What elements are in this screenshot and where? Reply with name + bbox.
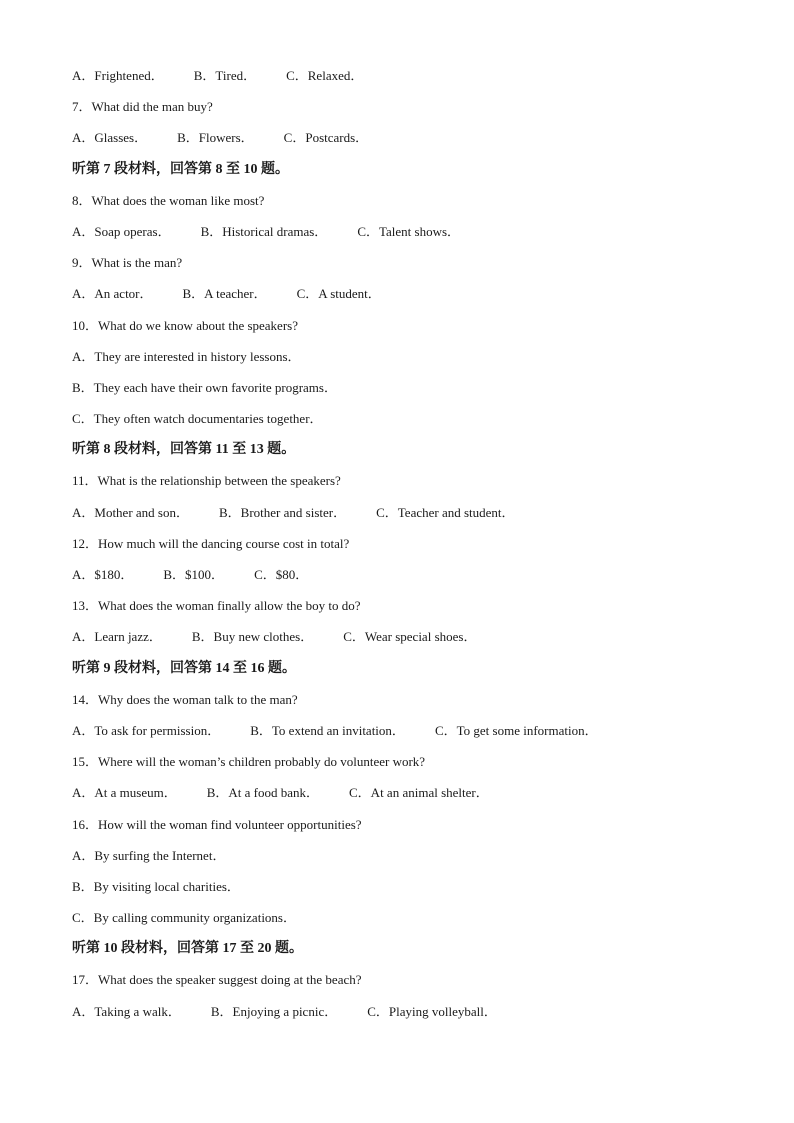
option-b: B．Historical dramas． (200, 223, 328, 239)
option-a: A．Frightened． (72, 68, 164, 83)
question-text: 13．What does the woman finally allow the boy to do? (72, 598, 361, 614)
option-b: B．Tired． (193, 68, 257, 83)
question-text: 14．Why does the woman talk to the man? (72, 691, 298, 707)
question-text: C．By calling community organizations． (72, 910, 296, 926)
options-row (72, 499, 752, 530)
option-a: A．Soap operas． (72, 223, 171, 239)
section-heading: 听第 8 段材料，回答第 11 至 13 题。 (72, 442, 296, 458)
option-b: B．Brother and sister． (219, 504, 347, 520)
exam-page (72, 62, 752, 1029)
question-text: 17．What does the speaker suggest doing at the beach? (72, 972, 362, 988)
option-c: C．Wear special shoes． (343, 629, 477, 645)
option-c: C．At an animal shelter． (349, 785, 489, 801)
options-row (72, 280, 752, 311)
option-a: A．Learn jazz． (72, 629, 162, 645)
option-c: C．Talent shows． (357, 223, 461, 239)
option-b: B．$100． (163, 567, 225, 582)
question-text: 7．What did the man buy? (72, 99, 213, 115)
option-a: A．Glasses． (72, 130, 148, 146)
options-row (72, 623, 752, 654)
options-row (72, 717, 752, 748)
question-text: B．They each have their own favorite programs． (72, 379, 337, 395)
option-b: B．To extend an invitation． (250, 722, 405, 738)
option-c: C．To get some information． (434, 722, 598, 738)
option-c: C．A student． (296, 286, 381, 302)
question-text: A．They are interested in history lessons． (72, 348, 301, 364)
options-row (72, 62, 752, 93)
option-c: C．Teacher and student． (376, 504, 515, 520)
options-row (72, 779, 752, 810)
question-text: 8．What does the woman like most? (72, 192, 265, 208)
question-text: 16．How will the woman find volunteer opportunities? (72, 816, 362, 832)
options-row (72, 561, 752, 592)
section-heading: 听第 10 段材料，回答第 17 至 20 题。 (72, 941, 303, 957)
option-a: A．Taking a walk． (72, 1003, 181, 1019)
option-c: C．Postcards． (283, 130, 369, 146)
option-b: B．Enjoying a picnic． (210, 1003, 338, 1019)
question-text: 12．How much will the dancing course cost in total? (72, 535, 350, 551)
question-text: 11．What is the relationship between the speakers? (72, 473, 341, 489)
section-heading: 听第 7 段材料，回答第 8 至 10 题。 (72, 161, 289, 177)
question-text: 15．Where will the woman’s children probably do volunteer work? (72, 754, 426, 770)
question-text: 10．What do we know about the speakers? (72, 317, 298, 333)
section-heading: 听第 9 段材料，回答第 14 至 16 题。 (72, 660, 296, 676)
option-b: B．Buy new clothes． (191, 629, 314, 645)
options-row (72, 218, 752, 249)
option-c: C．$80． (254, 567, 309, 582)
question-text: C．They often watch documentaries together． (72, 411, 323, 427)
option-a: A．An actor． (72, 286, 153, 302)
option-c: C．Playing volleyball． (367, 1003, 497, 1019)
question-text: A．By surfing the Internet． (72, 847, 226, 863)
question-text: 9．What is the man? (72, 255, 183, 271)
options-row (72, 124, 752, 155)
options-row (72, 998, 752, 1029)
option-b: B．At a food bank． (206, 785, 320, 801)
question-text: B．By visiting local charities． (72, 878, 240, 894)
option-a: A．Mother and son． (72, 504, 189, 520)
option-a: A．$180． (72, 567, 134, 582)
option-b: B．A teacher． (182, 286, 267, 302)
option-a: A．To ask for permission． (72, 722, 221, 738)
option-c: C．Relaxed． (286, 68, 364, 83)
option-a: A．At a museum． (72, 785, 177, 801)
option-b: B．Flowers． (177, 130, 254, 146)
